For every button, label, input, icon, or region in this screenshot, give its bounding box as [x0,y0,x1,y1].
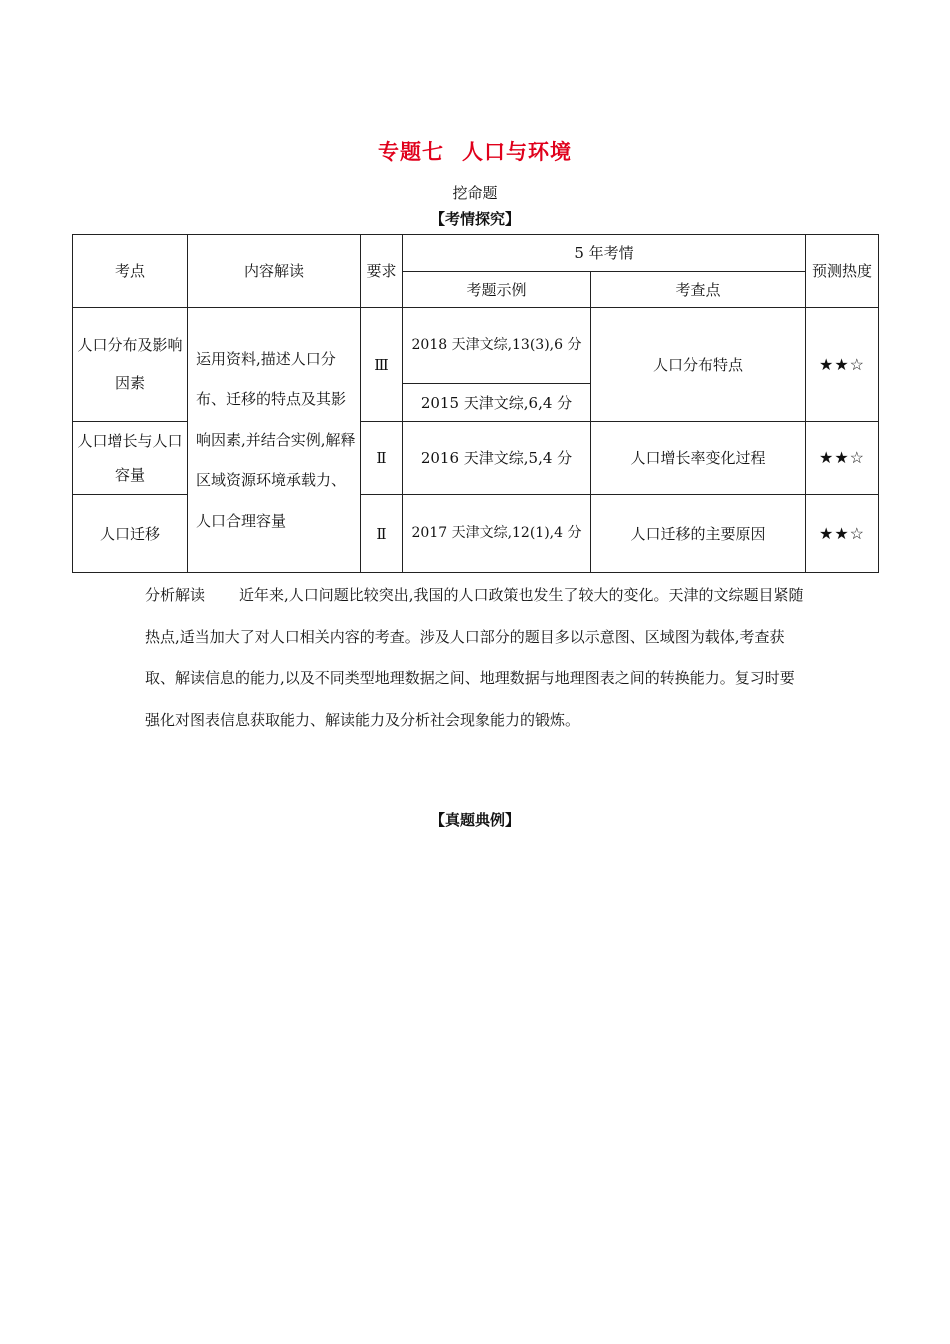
row2-redu-stars: ★★☆ [806,422,879,495]
title-topic-name: 人口与环境 [462,140,572,164]
header-yaoqiu: 要求 [361,235,403,308]
header-redu: 预测热度 [806,235,879,308]
analysis-text: 近年来,人口问题比较突出,我国的人口政策也发生了较大的变化。天津的文综题目紧随热点,适当加大了对人口相关内容的考查。涉及人口部分的题目多以示意图、区域图为载体,考查获取、解读信息的能力,以及不同类型地理数据之间、地理数据与地理图表之间的转换能力。复习时要强化对图表信息获取能力、解读能力及分析社会现象能力的锻炼。 [145,586,804,729]
row1-kaochadian: 人口分布特点 [591,308,806,422]
row3-redu-stars: ★★☆ [806,495,879,573]
section-heading-real-examples: 【真题典例】 [429,811,520,829]
exam-info-table [72,234,879,573]
row2-kaodian: 人口增长与人口容量 [73,422,188,495]
content-description: 运用资料,描述人口分布、迁移的特点及其影响因素,并结合实例,解释区域资源环境承载力、人口合理容量 [188,308,361,573]
row1-yaoqiu: Ⅲ [361,308,403,422]
header-neirong: 内容解读 [188,235,361,308]
row3-example-1: 2017 天津文综,12(1),4 分 [403,495,591,573]
header-kaochadian: 考查点 [591,272,806,308]
row1-example-1: 2018 天津文综,13(3),6 分 [403,308,591,384]
page-title [0,136,950,166]
row1-kaodian: 人口分布及影响因素 [73,308,188,422]
subtitle: 挖命题 [452,184,498,202]
row2-yaoqiu: Ⅱ [361,422,403,495]
header-kaodian: 考点 [73,235,188,308]
row2-kaochadian: 人口增长率变化过程 [591,422,806,495]
analysis-label: 分析解读 [145,586,206,604]
analysis-paragraph [145,575,805,741]
row2-example-1: 2016 天津文综,5,4 分 [403,422,591,495]
row3-kaochadian: 人口迁移的主要原因 [591,495,806,573]
row3-kaodian: 人口迁移 [73,495,188,573]
row1-example-2: 2015 天津文综,6,4 分 [403,384,591,422]
header-kaoqing: 5 年考情 [403,235,806,272]
header-shili: 考题示例 [403,272,591,308]
title-topic-number: 专题七 [378,140,444,164]
row3-yaoqiu: Ⅱ [361,495,403,573]
row1-redu-stars: ★★☆ [806,308,879,422]
section-heading-exam-analysis: 【考情探究】 [429,210,520,228]
